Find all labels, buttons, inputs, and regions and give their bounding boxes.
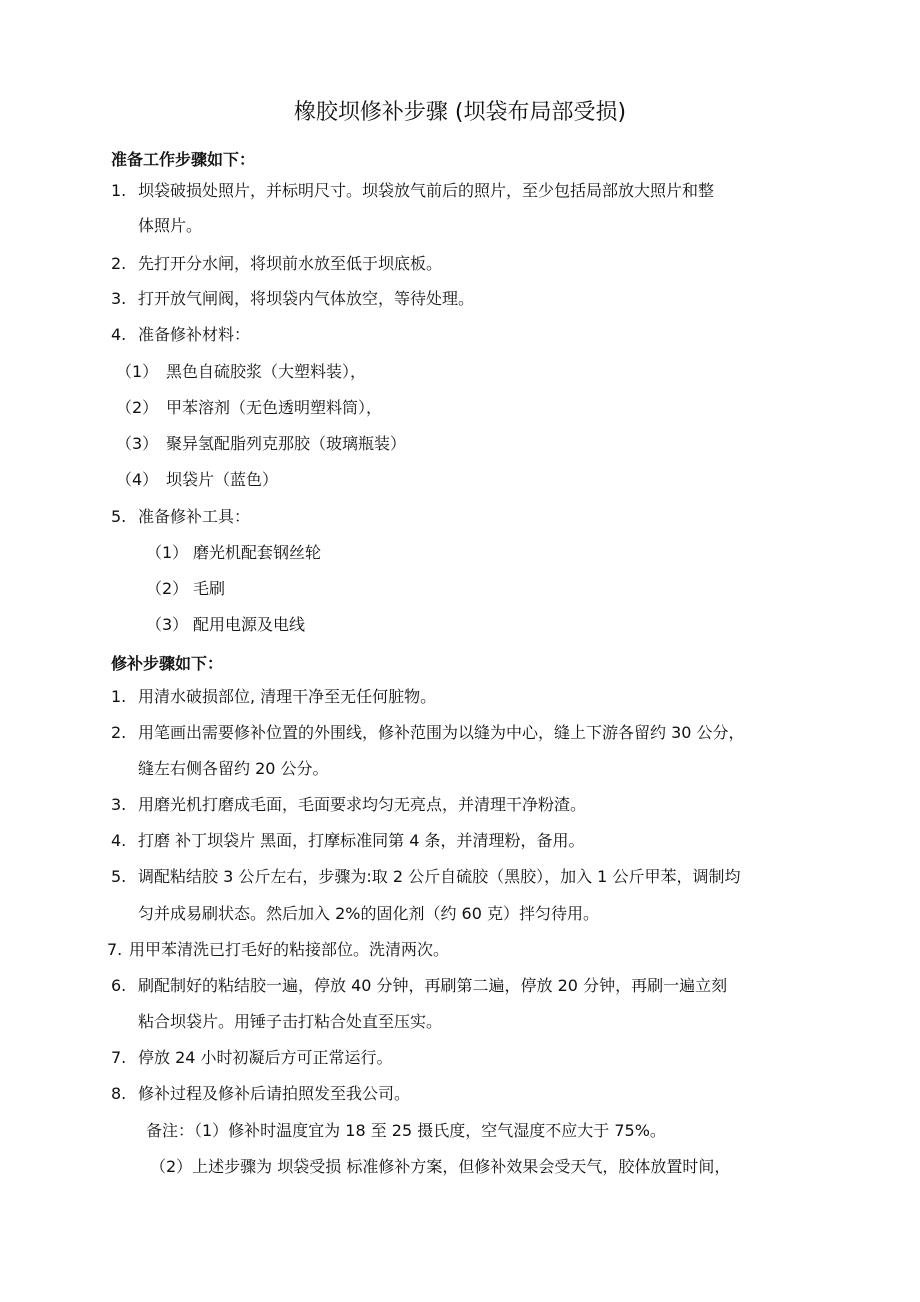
material-text: 聚异氢配脂列克那胶（玻璃瓶装） — [166, 434, 407, 453]
tool-text: 磨光机配套钢丝轮 — [193, 543, 322, 562]
remark-text: （2）上述步骤为 坝袋受损 标准修补方案，但修补效果会受天气，胶体放置时间， — [150, 1157, 731, 1176]
tool-number: （1） — [146, 543, 189, 562]
item-number: 4. — [111, 831, 127, 850]
item-text: 刷配制好的粘结胶一遍，停放 40 分钟，再刷第二遍，停放 20 分钟，再刷一遍立刻 — [138, 976, 728, 995]
item-number: 2. — [111, 723, 127, 742]
item-text: 用笔画出需要修补位置的外围线，修补范围为以缝为中心，缝上下游各留约 30 公分， — [138, 723, 745, 742]
item-text: 用甲苯清洗已打毛好的粘接部位。洗清两次。 — [129, 940, 450, 959]
item-text: 用磨光机打磨成毛面，毛面要求均匀无亮点，并清理干净粉渣。 — [138, 795, 587, 814]
item-text: 用清水破损部位, 清理干净至无任何脏物。 — [138, 687, 437, 706]
material-number: （3） — [116, 434, 159, 453]
item-text: 缝左右侧各留约 20 公分。 — [138, 759, 329, 778]
item-number: 5. — [111, 507, 127, 526]
material-number: （4） — [116, 470, 159, 489]
remark-text: 备注：（1）修补时温度宜为 18 至 25 摄氏度，空气湿度不应大于 75%。 — [146, 1121, 666, 1140]
item-text: 匀并成易刷状态。然后加入 2%的固化剂（约 60 克）拌匀待用。 — [138, 904, 600, 923]
document-title: 橡胶坝修补步骤 (坝袋布局部受损) — [293, 100, 627, 125]
material-text: 黑色自硫胶浆（大塑料装）， — [166, 362, 367, 381]
material-text: 坝袋片（蓝色） — [166, 470, 279, 489]
item-text: 先打开分水闸，将坝前水放至低于坝底板。 — [138, 254, 443, 273]
repair-heading: 修补步骤如下： — [111, 654, 224, 673]
item-number: 5. — [111, 867, 127, 886]
item-number: 4. — [111, 325, 127, 344]
item-text: 准备修补材料： — [138, 325, 251, 344]
item-number: 6. — [111, 976, 127, 995]
material-number: （1） — [116, 362, 159, 381]
tool-number: （3） — [146, 615, 189, 634]
item-text: 坝袋破损处照片，并标明尺寸。坝袋放气前后的照片，至少包括局部放大照片和整 — [138, 181, 715, 200]
item-number: 2. — [111, 254, 127, 273]
item-text: 准备修补工具： — [138, 507, 251, 526]
item-text: 停放 24 小时初凝后方可正常运行。 — [138, 1048, 393, 1067]
tool-number: （2） — [146, 579, 189, 598]
material-text: 甲苯溶剂（无色透明塑料筒）， — [166, 398, 383, 417]
prep-heading: 准备工作步骤如下： — [111, 150, 256, 169]
item-text: 打磨 补丁坝袋片 黑面，打摩标准同第 4 条，并清理粉，备用。 — [138, 831, 585, 850]
tool-text: 配用电源及电线 — [193, 615, 306, 634]
item-number: 3. — [111, 795, 127, 814]
tool-text: 毛刷 — [193, 579, 226, 598]
item-number: 1. — [111, 181, 127, 200]
material-number: （2） — [116, 398, 159, 417]
item-number: 7. — [107, 940, 123, 959]
item-text: 体照片。 — [138, 216, 203, 235]
item-text: 打开放气闸阀，将坝袋内气体放空，等待处理。 — [138, 289, 475, 308]
item-number: 1. — [111, 687, 127, 706]
item-number: 8. — [111, 1084, 127, 1103]
item-number: 3. — [111, 289, 127, 308]
item-text: 修补过程及修补后请拍照发至我公司。 — [138, 1084, 411, 1103]
item-text: 粘合坝袋片。用锤子击打粘合处直至压实。 — [138, 1012, 443, 1031]
item-text: 调配粘结胶 3 公斤左右，步骤为:取 2 公斤自硫胶（黑胶），加入 1 公斤甲苯，调制均 — [138, 867, 741, 886]
item-number: 7. — [111, 1048, 127, 1067]
